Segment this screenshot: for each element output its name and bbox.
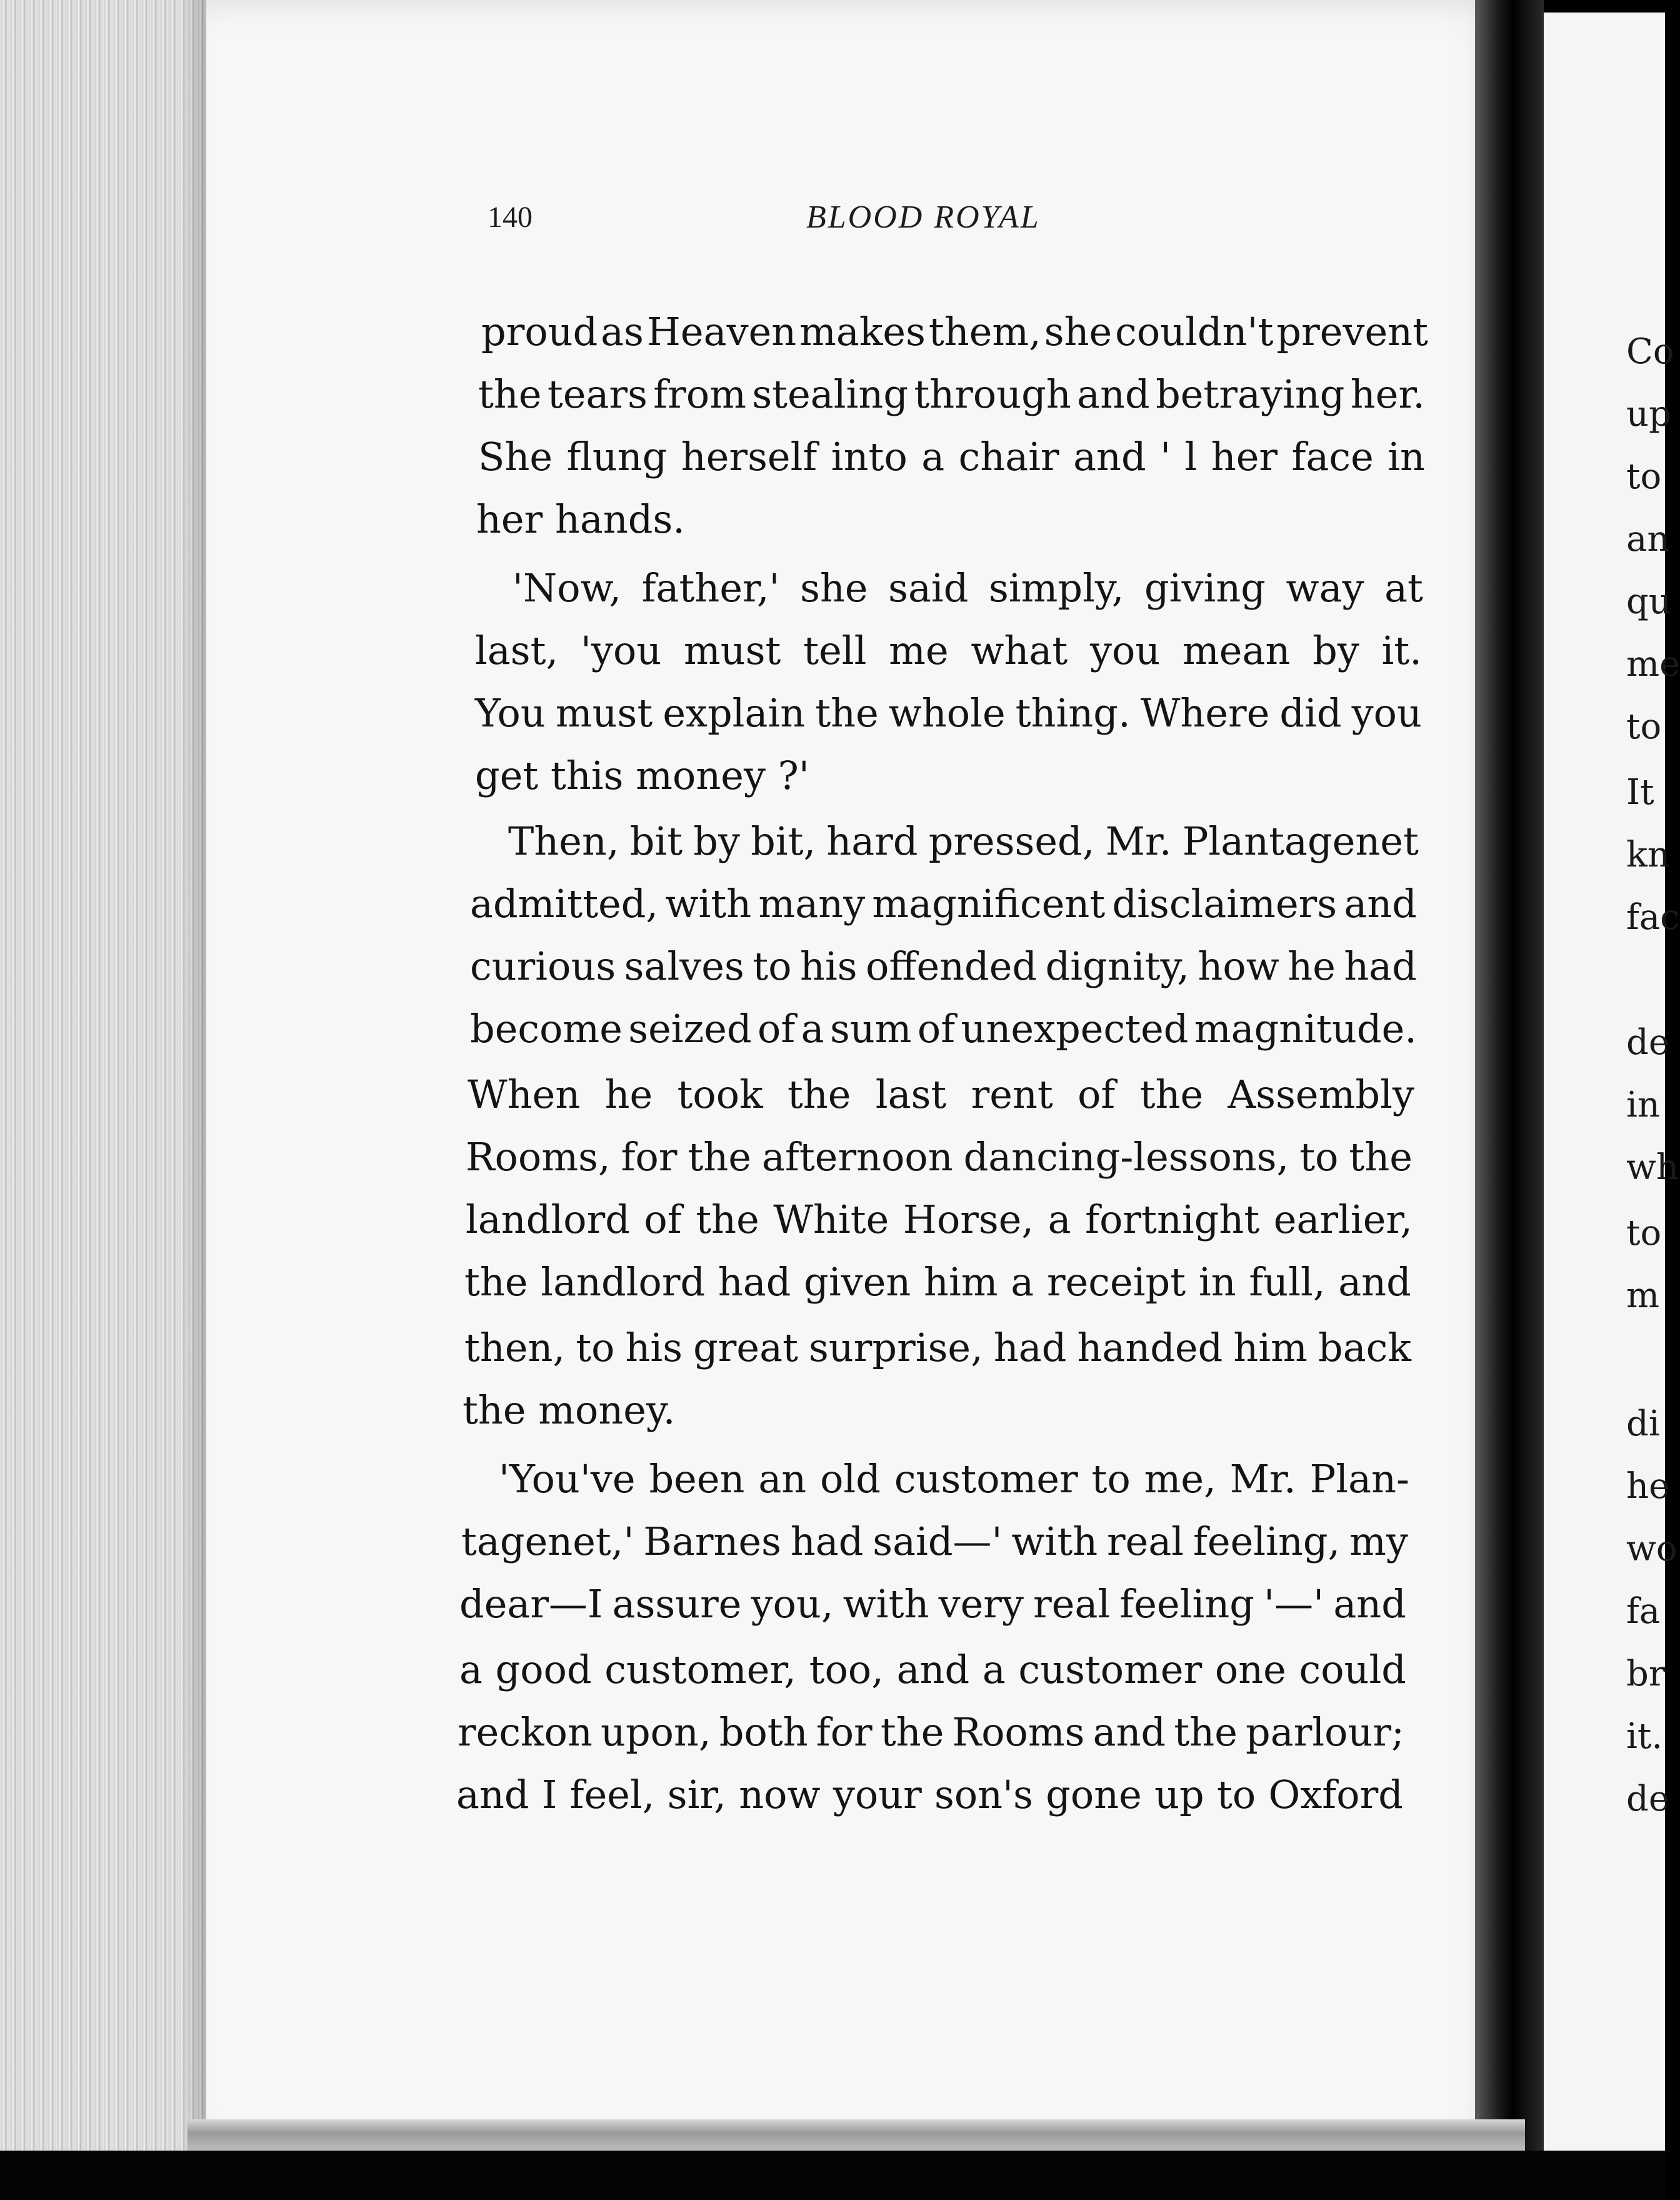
facing-page-fragment: to	[1626, 1213, 1662, 1253]
running-title: BLOOD ROYAL	[806, 199, 1041, 235]
text-line: 'Now, father,' she said simply, giving way at	[512, 565, 1423, 611]
text-line: a good customer, too, and a customer one could	[459, 1647, 1406, 1692]
facing-page-fragment: m	[1626, 1275, 1660, 1316]
book-gutter	[1475, 0, 1544, 2151]
page-number: 140	[488, 201, 532, 234]
page-bottom-edge	[188, 2119, 1525, 2151]
text-line: curious salves to his offended dignity, how he had	[470, 943, 1417, 989]
facing-page-fragment: de	[1626, 1022, 1669, 1063]
facing-page-fragment: to	[1626, 456, 1662, 497]
text-line: reckon upon, both for the Rooms and the parlour;	[458, 1709, 1404, 1755]
text-line: the money.	[462, 1387, 676, 1433]
facing-page-fragment: br	[1626, 1654, 1666, 1694]
text-line: admitted, with many magnificent disclaimers and	[470, 881, 1417, 927]
text-line: You must explain the whole thing. Where did you	[475, 690, 1422, 736]
facing-page-fragment: wo	[1626, 1529, 1678, 1569]
text-line: the landlord had given him a receipt in full, and	[464, 1259, 1411, 1305]
text-line: Rooms, for the afternoon dancing-lessons, to the	[466, 1134, 1412, 1180]
facing-page-fragment: wh	[1626, 1147, 1679, 1188]
facing-page-fragment: It	[1626, 772, 1654, 813]
facing-page-fragment: it.	[1626, 1716, 1663, 1757]
text-line: Then, bit by bit, hard pressed, Mr. Plantagenet	[508, 818, 1419, 864]
text-line: the tears from stealing through and betraying her.	[478, 371, 1425, 417]
text-line: She flung herself into a chair and ' l her face in	[478, 434, 1425, 480]
facing-page-fragment: he	[1626, 1466, 1670, 1507]
text-line: then, to his great surprise, had handed him back	[464, 1325, 1411, 1370]
facing-page-fragment: to	[1626, 706, 1662, 747]
text-line: become seized of a sum of unexpected magnitude.	[470, 1006, 1417, 1052]
facing-page-fragment: in	[1626, 1085, 1660, 1125]
text-line: 'You've been an old customer to me, Mr. Plan-	[499, 1456, 1409, 1502]
facing-page-fragment: an	[1626, 519, 1670, 560]
facing-page-fragment: fac	[1626, 897, 1680, 938]
facing-page-fragment: di	[1626, 1404, 1660, 1444]
text-line: her hands.	[476, 496, 686, 542]
text-line: When he took the last rent of the Assembly	[468, 1072, 1414, 1117]
text-line: and I feel, sir, now your son's gone up to Oxford	[456, 1772, 1403, 1817]
facing-page-fragment: me	[1626, 644, 1680, 685]
text-line: landlord of the White Horse, a fortnight earlier,	[466, 1197, 1412, 1242]
scan-background	[0, 2151, 1665, 2200]
text-line: tagenet,' Barnes had said—' with real feeling, my	[461, 1519, 1408, 1564]
facing-page-fragment: de	[1626, 1779, 1669, 1819]
facing-page-fragment: fa	[1626, 1591, 1661, 1632]
facing-page-fragment: Co	[1626, 331, 1674, 372]
text-line: last, 'you must tell me what you mean by it.	[475, 628, 1422, 673]
page-edges	[0, 0, 209, 2200]
facing-page-fragment: kn	[1626, 835, 1670, 875]
text-line: get this money ?'	[475, 753, 809, 798]
text-line: dear—I assure you, with very real feeling '—' and	[459, 1581, 1406, 1627]
text-line: proud as Heaven makes them, she couldn't prevent	[481, 309, 1428, 354]
facing-page-fragment: up	[1626, 394, 1671, 434]
facing-page-fragment: qu	[1626, 581, 1671, 622]
